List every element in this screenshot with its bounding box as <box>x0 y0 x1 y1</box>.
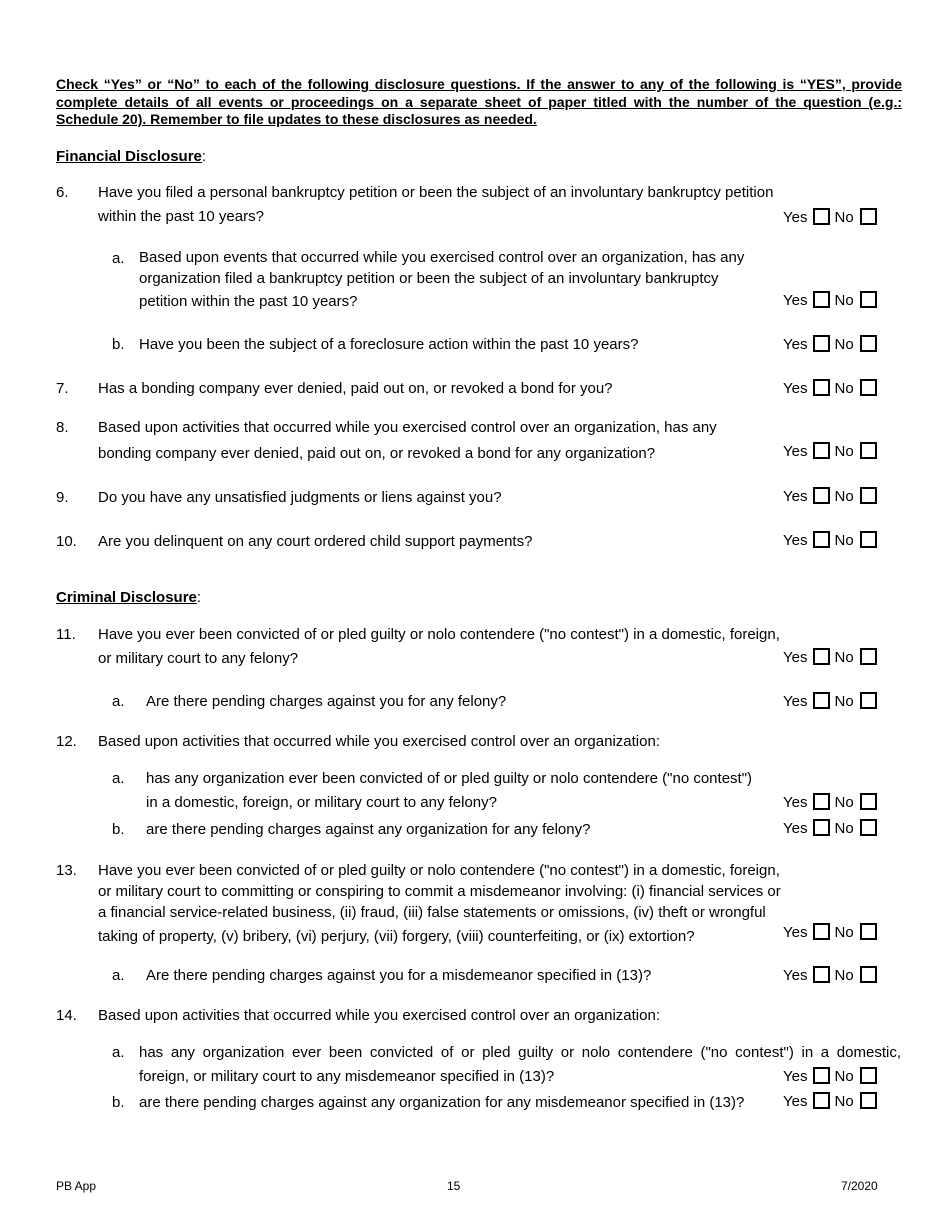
question-7: Has a bonding company ever denied, paid out on, or revoked a bond for you? <box>98 380 613 397</box>
yes-checkbox[interactable] <box>813 1092 830 1109</box>
yes-label: Yes <box>783 924 808 942</box>
yes-checkbox[interactable] <box>813 692 830 709</box>
question-8-line-1: Based upon activities that occurred while you exercised control over an organization, has any <box>98 419 717 436</box>
no-checkbox[interactable] <box>860 648 877 665</box>
question-number: 14. <box>56 1007 77 1024</box>
yes-checkbox[interactable] <box>813 442 830 459</box>
yes-label: Yes <box>783 1068 808 1086</box>
yes-checkbox[interactable] <box>813 1067 830 1084</box>
footer-form-name: PB App <box>56 1179 97 1193</box>
question-6-line-1: Have you filed a personal bankruptcy petition or been the subject of an involuntary bankruptcy petition <box>98 184 774 201</box>
no-checkbox[interactable] <box>860 291 877 308</box>
yes-label: Yes <box>783 693 808 711</box>
no-label: No <box>834 443 854 461</box>
yes-no-q8 <box>783 442 881 462</box>
no-checkbox[interactable] <box>860 819 877 836</box>
yes-no-q9 <box>783 487 881 507</box>
yes-label: Yes <box>783 380 808 398</box>
question-13-line-4: taking of property, (v) bribery, (vi) perjury, (vii) forgery, (viii) counterfeiting, or (ix) extortion? <box>98 928 695 945</box>
yes-no-q14b <box>783 1092 881 1112</box>
question-14a-line-2: foreign, or military court to any misdemeanor specified in (13)? <box>139 1068 555 1085</box>
question-letter: a. <box>112 250 125 267</box>
yes-label: Yes <box>783 488 808 506</box>
footer-page-number: 15 <box>447 1179 461 1193</box>
question-6a-line-3: petition within the past 10 years? <box>139 293 358 310</box>
question-number: 11. <box>56 626 76 643</box>
no-checkbox[interactable] <box>860 531 877 548</box>
yes-no-q13a <box>783 966 881 986</box>
yes-no-q10 <box>783 531 881 551</box>
question-letter: b. <box>112 821 125 838</box>
yes-no-q6b <box>783 335 881 355</box>
no-checkbox[interactable] <box>860 1067 877 1084</box>
question-letter: a. <box>112 770 125 787</box>
no-label: No <box>834 794 854 812</box>
no-label: No <box>834 1093 854 1111</box>
question-6 <box>98 181 798 229</box>
question-6a <box>139 247 779 312</box>
question-8-line-2: bonding company ever denied, paid out on, or revoked a bond for any organization? <box>98 445 656 462</box>
no-checkbox[interactable] <box>860 335 877 352</box>
question-13a: Are there pending charges against you for a misdemeanor specified in (13)? <box>146 967 652 984</box>
question-8 <box>98 415 778 467</box>
no-label: No <box>834 693 854 711</box>
question-11-line-1: Have you ever been convicted of or pled guilty or nolo contendere ("no contest") in a domestic, foreign, <box>98 626 780 643</box>
question-10: Are you delinquent on any court ordered child support payments? <box>98 533 533 550</box>
no-checkbox[interactable] <box>860 379 877 396</box>
yes-checkbox[interactable] <box>813 648 830 665</box>
yes-no-q12b <box>783 819 881 839</box>
no-label: No <box>834 488 854 506</box>
question-12a <box>146 767 781 815</box>
no-label: No <box>834 1068 854 1086</box>
instructions-heading: Check “Yes” or “No” to each of the following disclosure questions. If the answer to any of the following is “YES”, provide complete details of all events or proceedings on a separate sheet of paper titled with the number of the question (e.g.: Schedule 20). Remember to file updates to these disclosures as needed. <box>56 76 902 127</box>
yes-no-q14a <box>783 1067 881 1087</box>
criminal-disclosure-title: Criminal Disclosure <box>56 589 197 606</box>
footer-date: 7/2020 <box>841 1179 878 1193</box>
question-letter: a. <box>112 967 125 984</box>
yes-checkbox[interactable] <box>813 819 830 836</box>
yes-label: Yes <box>783 443 808 461</box>
question-13-line-2: or military court to committing or conspiring to commit a misdemeanor involving: (i) financial services or <box>98 883 781 900</box>
no-checkbox[interactable] <box>860 793 877 810</box>
yes-checkbox[interactable] <box>813 923 830 940</box>
question-letter: b. <box>112 1094 125 1111</box>
yes-checkbox[interactable] <box>813 379 830 396</box>
question-6b: Have you been the subject of a foreclosure action within the past 10 years? <box>139 336 639 353</box>
no-label: No <box>834 532 854 550</box>
yes-checkbox[interactable] <box>813 291 830 308</box>
criminal-disclosure-heading: Criminal Disclosure: <box>56 589 202 606</box>
no-checkbox[interactable] <box>860 208 877 225</box>
yes-label: Yes <box>783 1093 808 1111</box>
question-6a-line-1: Based upon events that occurred while you exercised control over an organization, has any <box>139 249 745 266</box>
question-6-line-2: within the past 10 years? <box>98 208 264 225</box>
question-number: 10. <box>56 533 77 550</box>
financial-disclosure-heading: Financial Disclosure: <box>56 148 207 165</box>
question-11a: Are there pending charges against you for any felony? <box>146 693 507 710</box>
yes-no-q6 <box>783 208 881 228</box>
no-label: No <box>834 209 854 227</box>
question-14a-line-1: has any organization ever been convicted of or pled guilty or nolo contendere ("no contest") in a domestic, <box>139 1044 901 1061</box>
question-9: Do you have any unsatisfied judgments or liens against you? <box>98 489 502 506</box>
question-6a-line-2: organization filed a bankruptcy petition or been the subject of an involuntary bankruptcy <box>139 270 719 287</box>
no-label: No <box>834 336 854 354</box>
yes-no-q11a <box>783 692 881 712</box>
yes-no-q12a <box>783 793 881 813</box>
question-number: 7. <box>56 380 69 397</box>
no-label: No <box>834 967 854 985</box>
yes-label: Yes <box>783 794 808 812</box>
yes-label: Yes <box>783 967 808 985</box>
question-letter: b. <box>112 336 125 353</box>
question-number: 13. <box>56 862 77 879</box>
yes-label: Yes <box>783 532 808 550</box>
question-letter: a. <box>112 1044 125 1061</box>
no-checkbox[interactable] <box>860 487 877 504</box>
question-14b: are there pending charges against any organization for any misdemeanor specified in (13)? <box>139 1094 745 1111</box>
no-checkbox[interactable] <box>860 1092 877 1109</box>
no-label: No <box>834 380 854 398</box>
no-label: No <box>834 820 854 838</box>
question-number: 9. <box>56 489 69 506</box>
yes-no-q13 <box>783 923 881 943</box>
question-number: 6. <box>56 184 69 201</box>
yes-no-q11 <box>783 648 881 668</box>
no-label: No <box>834 292 854 310</box>
yes-label: Yes <box>783 820 808 838</box>
yes-label: Yes <box>783 209 808 227</box>
yes-label: Yes <box>783 336 808 354</box>
question-12b: are there pending charges against any organization for any felony? <box>146 821 591 838</box>
question-12: Based upon activities that occurred while you exercised control over an organization: <box>98 733 660 750</box>
yes-no-q6a <box>783 291 881 311</box>
no-label: No <box>834 649 854 667</box>
no-checkbox[interactable] <box>860 692 877 709</box>
yes-checkbox[interactable] <box>813 487 830 504</box>
yes-checkbox[interactable] <box>813 793 830 810</box>
question-13-line-1: Have you ever been convicted of or pled guilty or nolo contendere ("no contest") in a domestic, foreign, <box>98 862 780 879</box>
yes-checkbox[interactable] <box>813 966 830 983</box>
question-13 <box>98 860 808 947</box>
yes-no-q7 <box>783 379 881 399</box>
yes-checkbox[interactable] <box>813 531 830 548</box>
yes-checkbox[interactable] <box>813 335 830 352</box>
no-label: No <box>834 924 854 942</box>
no-checkbox[interactable] <box>860 923 877 940</box>
no-checkbox[interactable] <box>860 966 877 983</box>
financial-disclosure-title: Financial Disclosure <box>56 148 202 165</box>
question-11 <box>98 623 808 671</box>
question-13-line-3: a financial service-related business, (ii) fraud, (iii) false statements or omissions, (iv) theft or wrongful <box>98 904 766 921</box>
question-12a-line-1: has any organization ever been convicted of or pled guilty or nolo contendere ("no contest") <box>146 770 753 787</box>
question-number: 8. <box>56 419 69 436</box>
question-11-line-2: or military court to any felony? <box>98 650 299 667</box>
no-checkbox[interactable] <box>860 442 877 459</box>
question-12a-line-2: in a domestic, foreign, or military court to any felony? <box>146 794 497 811</box>
yes-label: Yes <box>783 292 808 310</box>
question-letter: a. <box>112 693 125 710</box>
yes-label: Yes <box>783 649 808 667</box>
question-number: 12. <box>56 733 77 750</box>
question-14: Based upon activities that occurred while you exercised control over an organization: <box>98 1007 660 1024</box>
yes-checkbox[interactable] <box>813 208 830 225</box>
